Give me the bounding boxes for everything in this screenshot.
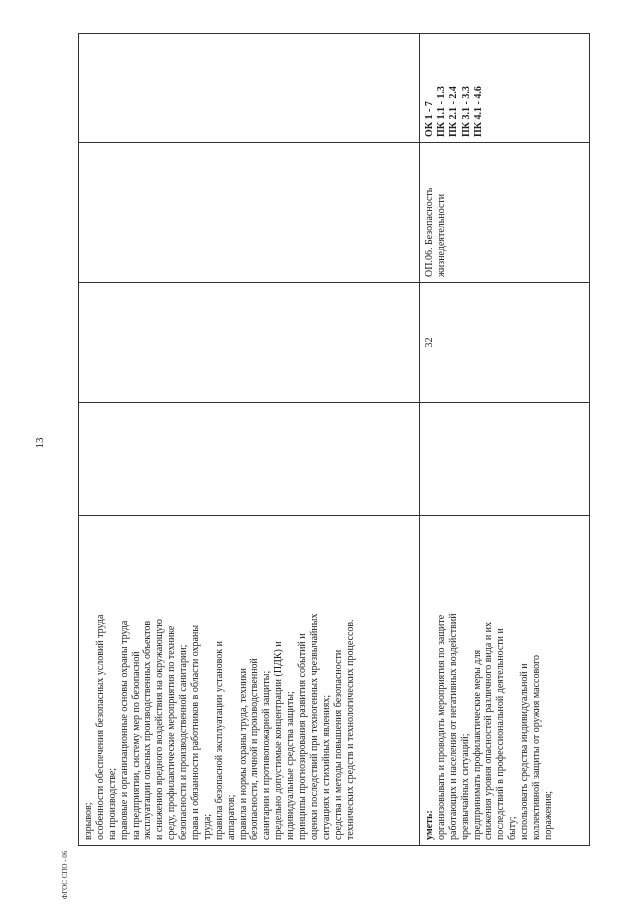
text-line: ситуациях и стихийных явлениях;: [320, 694, 332, 840]
text-line: и снижению вредного воздействия на окружающую: [154, 619, 166, 840]
skills-heading: уметь:: [424, 810, 435, 840]
hours-cell: [420, 283, 590, 403]
table-row: [79, 34, 420, 846]
discipline-line: ОП.06. Безопасность: [424, 187, 435, 277]
text-line: чрезвычайных ситуаций;: [459, 733, 471, 840]
text-line: коллективной защиты от оружия массового: [531, 655, 543, 840]
text-line: особенности обеспечения безопасных условий труда: [94, 614, 106, 840]
curriculum-table: [78, 33, 590, 846]
text-line: снижения уровня опасностей различного вида и их: [483, 621, 495, 840]
text-line: последствий в профессиональной деятельности и: [495, 628, 507, 840]
empty-cell: [79, 403, 420, 516]
knowledge-cell: [79, 516, 420, 846]
text-line: правила безопасной эксплуатации установок и: [213, 641, 225, 840]
text-line: среду, профилактические мероприятия по технике: [166, 625, 178, 840]
text-line: предпринимать профилактические меры для: [471, 649, 483, 840]
text-line: поражения;: [542, 790, 554, 840]
text-line: правила и нормы охраны труда, техники: [237, 668, 249, 840]
text-line: индивидуальные средства защиты;: [285, 691, 297, 840]
discipline-line: жизнедеятельности: [435, 193, 447, 277]
competency-code: ОК 1 - 7: [424, 101, 435, 137]
competency-code: ПК 1.1 - 1.3: [436, 86, 448, 137]
discipline-cell: [420, 143, 590, 283]
text-line: предельно допустимые концентрации (ПДК) и: [273, 641, 285, 840]
text-line: быту;: [507, 816, 519, 840]
skills-cell: [420, 516, 590, 846]
page-number: 13: [34, 437, 46, 449]
rotated-table-area: [78, 34, 589, 846]
competency-code: ПК 4.1 - 4.6: [472, 86, 484, 137]
text-line: средства и методы повышения безопасности: [332, 649, 344, 840]
text-line: технических средств и технологических процессов.: [344, 619, 356, 840]
competency-code: ПК 3.1 - 3.3: [460, 86, 472, 137]
text-line: организовывать и проводить мероприятия по защите: [435, 614, 447, 840]
empty-cell: [79, 283, 420, 403]
text-line: безопасности, личной и производственной: [249, 658, 261, 840]
text-line: использовать средства индивидуальной и: [519, 663, 531, 840]
empty-cell: [420, 403, 590, 516]
text-line: взрывов;: [83, 802, 94, 840]
text-line: оценки последствий при техногенных чрезвычайных: [308, 613, 320, 840]
text-line: аппаратов;: [225, 794, 237, 840]
text-line: правовые и организационные основы охраны труда: [118, 620, 130, 840]
text-line: принципы прогнозирования развития событий и: [297, 633, 309, 840]
text-line: работающих и населения от негативных воздействий: [447, 613, 459, 840]
text-line: права и обязанности работников в области охраны: [190, 624, 202, 840]
empty-cell: [79, 143, 420, 283]
footer-code: ФГОС СПО - 06: [61, 850, 69, 900]
empty-cell: [79, 34, 420, 143]
competency-cell: [420, 34, 590, 143]
competency-code: ПК 2.1 - 2.4: [448, 86, 460, 137]
text-line: санитарии и противопожарной защиты;: [261, 670, 273, 840]
rotated-content: [78, 34, 589, 846]
text-line: на предприятии, систему мер по безопасной: [130, 651, 142, 840]
hours-value: 32: [424, 337, 435, 348]
text-line: труда;: [201, 813, 213, 840]
table-row: [420, 34, 590, 846]
text-line: эксплуатации опасных производственных объектов: [142, 620, 154, 840]
text-line: на производстве;: [106, 767, 118, 840]
text-line: безопасности и производственной санитарии;: [178, 644, 190, 840]
